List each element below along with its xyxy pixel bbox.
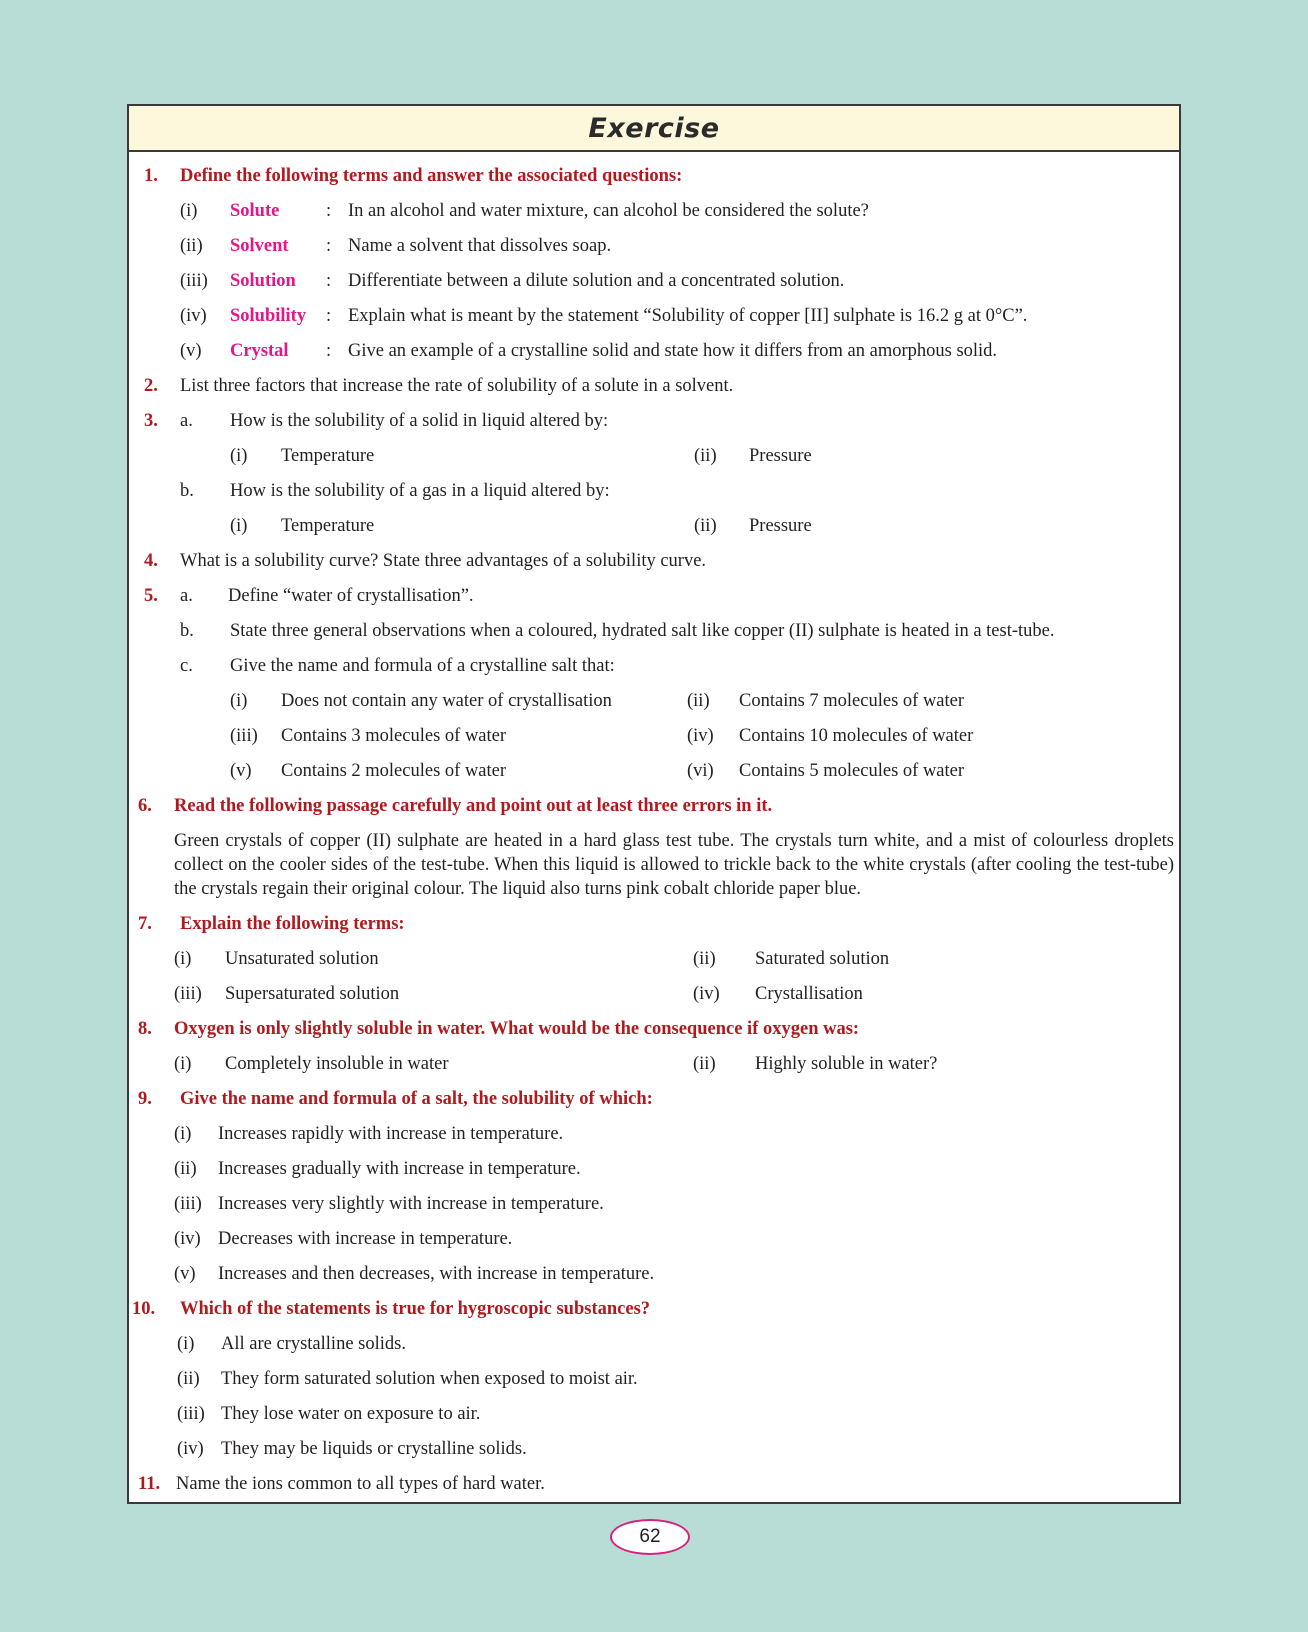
question-number: 11.	[138, 1474, 161, 1494]
item-text: Saturated solution	[755, 949, 890, 969]
item-text: Pressure	[749, 446, 812, 466]
item-text: Contains 2 molecules of water	[281, 761, 507, 781]
item-text: Crystallisation	[755, 984, 863, 1004]
item-text: Increases gradually with increase in temperature.	[218, 1159, 581, 1179]
item-text: Temperature	[281, 516, 375, 536]
item-text: Explain what is meant by the statement “Solubility of copper [II] sulphate is 16.2 g at 0°C”.	[348, 306, 1028, 326]
term-colon: :	[326, 201, 332, 221]
item-text: Differentiate between a dilute solution and a concentrated solution.	[348, 271, 845, 291]
term-colon: :	[326, 271, 332, 291]
item-text: They may be liquids or crystalline solids.	[221, 1439, 527, 1459]
question-text: Read the following passage carefully and point out at least three errors in it.	[174, 796, 773, 816]
question-text: Oxygen is only slightly soluble in water. What would be the consequence if oxygen was:	[174, 1019, 860, 1039]
question-text: Name the ions common to all types of hard water.	[176, 1474, 545, 1494]
item-roman: (iv)	[174, 1229, 201, 1249]
sub-text: How is the solubility of a gas in a liquid altered by:	[230, 481, 610, 501]
term-colon: :	[326, 236, 332, 256]
item-roman: (ii)	[693, 1054, 716, 1074]
item-roman: (i)	[174, 1054, 192, 1074]
question-text: Explain the following terms:	[180, 914, 405, 934]
item-text: Temperature	[281, 446, 375, 466]
term-colon: :	[326, 341, 332, 361]
item-text: Increases and then decreases, with increase in temperature.	[218, 1264, 655, 1284]
question-number: 6.	[138, 796, 152, 816]
question-number: 3.	[144, 411, 158, 431]
item-text: Contains 7 molecules of water	[739, 691, 965, 711]
question-text: Give the name and formula of a salt, the solubility of which:	[180, 1089, 653, 1109]
exercise-title: Exercise	[129, 106, 1179, 152]
item-roman: (ii)	[177, 1369, 200, 1389]
item-text: Pressure	[749, 516, 812, 536]
term-label: Crystal	[230, 341, 289, 361]
page-number: 62	[610, 1519, 690, 1555]
item-roman: (i)	[230, 446, 248, 466]
sub-label: c.	[180, 656, 193, 676]
item-text: Completely insoluble in water	[225, 1054, 449, 1074]
item-roman: (i)	[177, 1334, 195, 1354]
question-number: 1.	[144, 166, 158, 186]
item-text: Decreases with increase in temperature.	[218, 1229, 513, 1249]
question-text: Which of the statements is true for hygroscopic substances?	[180, 1299, 651, 1319]
sub-label: a.	[180, 586, 193, 606]
item-roman: (v)	[180, 341, 202, 361]
question-number: 10.	[132, 1299, 156, 1319]
item-text: Give an example of a crystalline solid and state how it differs from an amorphous solid.	[348, 341, 998, 361]
item-text: They form saturated solution when exposed to moist air.	[221, 1369, 638, 1389]
item-roman: (v)	[230, 761, 252, 781]
item-text: Increases very slightly with increase in temperature.	[218, 1194, 604, 1214]
item-text: Does not contain any water of crystallisation	[281, 691, 612, 711]
item-text: Supersaturated solution	[225, 984, 400, 1004]
item-text: In an alcohol and water mixture, can alcohol be considered the solute?	[348, 201, 869, 221]
item-roman: (i)	[174, 1124, 192, 1144]
question-number: 7.	[138, 914, 152, 934]
sub-text: Give the name and formula of a crystalline salt that:	[230, 656, 615, 676]
term-label: Solvent	[230, 236, 289, 256]
item-text: Highly soluble in water?	[755, 1054, 938, 1074]
term-label: Solute	[230, 201, 280, 221]
item-text: Name a solvent that dissolves soap.	[348, 236, 612, 256]
question-number: 4.	[144, 551, 158, 571]
sub-label: a.	[180, 411, 193, 431]
item-roman: (iv)	[693, 984, 720, 1004]
item-text: Contains 10 molecules of water	[739, 726, 974, 746]
term-colon: :	[326, 306, 332, 326]
question-text: What is a solubility curve? State three advantages of a solubility curve.	[180, 551, 707, 571]
question-text: Define the following terms and answer the associated questions:	[180, 166, 683, 186]
item-text: Increases rapidly with increase in temperature.	[218, 1124, 564, 1144]
item-roman: (iv)	[687, 726, 714, 746]
question-number: 5.	[144, 586, 158, 606]
question-number: 2.	[144, 376, 158, 396]
item-roman: (ii)	[694, 446, 717, 466]
term-label: Solution	[230, 271, 296, 291]
passage-text: Green crystals of copper (II) sulphate are heated in a hard glass test tube. The crystals turn white, and a mist of colourless droplets collect on the cooler sides of the test-tube. When this liquid is allowed to trickle back to the white crystals (after cooling the test-tube) the crystals regain their original colour. The liquid also turns pink cobalt chloride paper blue.	[174, 831, 1174, 899]
item-roman: (i)	[174, 949, 192, 969]
question-number: 9.	[138, 1089, 152, 1109]
sub-text: How is the solubility of a solid in liquid altered by:	[230, 411, 609, 431]
item-roman: (i)	[230, 516, 248, 536]
item-roman: (iii)	[177, 1404, 205, 1424]
item-roman: (ii)	[693, 949, 716, 969]
item-text: All are crystalline solids.	[221, 1334, 406, 1354]
item-text: They lose water on exposure to air.	[221, 1404, 481, 1424]
item-roman: (ii)	[174, 1159, 197, 1179]
item-roman: (iv)	[180, 306, 207, 326]
item-roman: (ii)	[180, 236, 203, 256]
item-roman: (ii)	[694, 516, 717, 536]
sub-label: b.	[180, 481, 194, 501]
sub-text: State three general observations when a coloured, hydrated salt like copper (II) sulphate is heated in a test-tube.	[230, 621, 1055, 641]
question-number: 8.	[138, 1019, 152, 1039]
exercise-box	[127, 104, 1181, 1504]
term-label: Solubility	[230, 306, 307, 326]
item-text: Unsaturated solution	[225, 949, 379, 969]
item-roman: (vi)	[687, 761, 714, 781]
sub-label: b.	[180, 621, 194, 641]
item-roman: (iii)	[180, 271, 208, 291]
item-roman: (v)	[174, 1264, 196, 1284]
item-roman: (iii)	[230, 726, 258, 746]
item-text: Contains 3 molecules of water	[281, 726, 507, 746]
item-roman: (i)	[230, 691, 248, 711]
item-roman: (ii)	[687, 691, 710, 711]
item-roman: (iii)	[174, 1194, 202, 1214]
item-text: Contains 5 molecules of water	[739, 761, 965, 781]
sub-text: Define “water of crystallisation”.	[228, 586, 474, 606]
item-roman: (i)	[180, 201, 198, 221]
question-text: List three factors that increase the rate of solubility of a solute in a solvent.	[180, 376, 734, 396]
item-roman: (iii)	[174, 984, 202, 1004]
item-roman: (iv)	[177, 1439, 204, 1459]
